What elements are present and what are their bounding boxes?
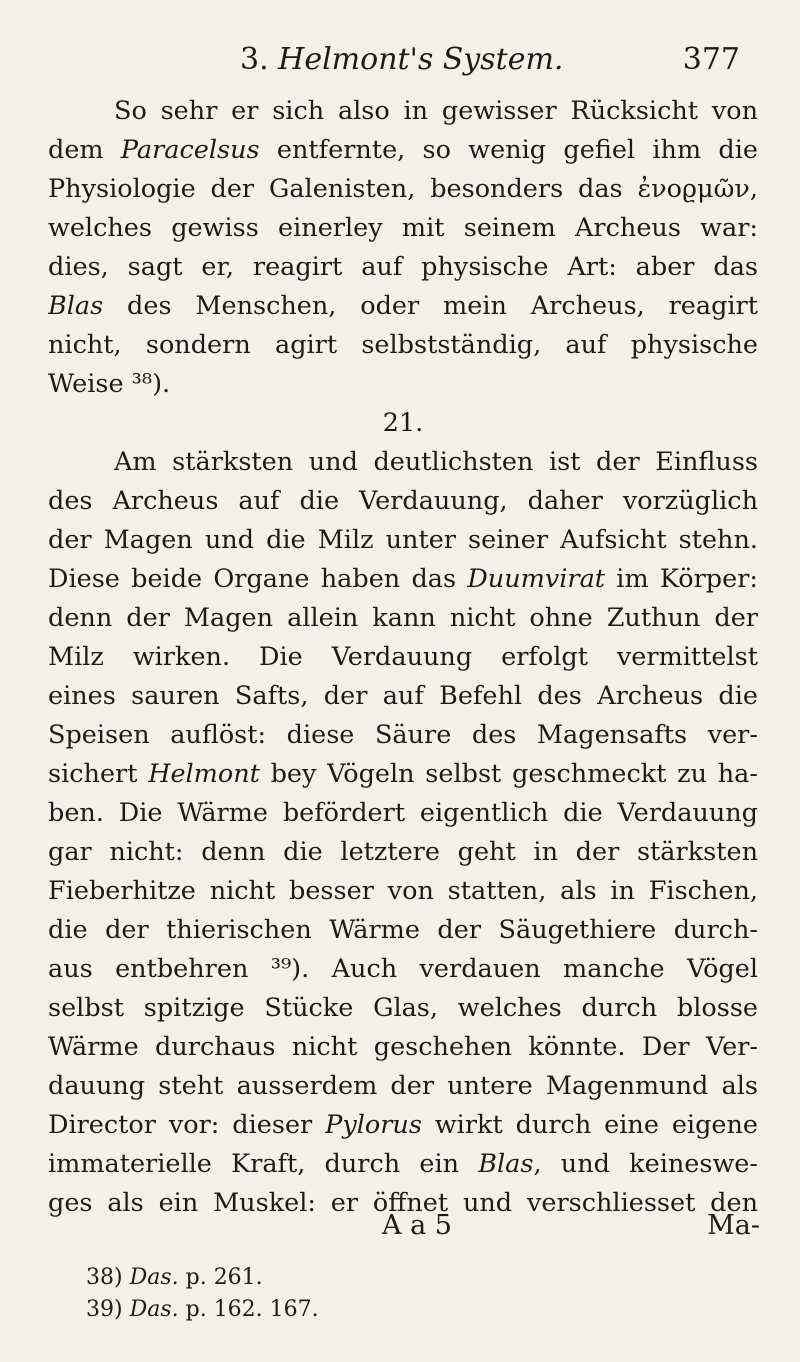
footnote [86, 1294, 319, 1326]
text-line [48, 92, 758, 131]
section-heading [48, 404, 758, 443]
text-segment: welches gewiss einerley mit seinem Archeus war: [48, 213, 758, 243]
text-line [48, 716, 758, 755]
text-line [48, 677, 758, 716]
italic-term: Helmont [148, 759, 260, 789]
text-line [48, 560, 758, 599]
text-line [48, 1145, 758, 1184]
text-line [48, 482, 758, 521]
text-line [48, 911, 758, 950]
text-segment: Weise ³⁸). [48, 369, 171, 399]
italic-term: Duumvirat [467, 564, 606, 594]
text-segment: So sehr er sich also in gewisser Rücksicht von [114, 96, 758, 126]
text-line [48, 170, 758, 209]
text-segment: des Menschen, oder mein Archeus, reagirt [103, 291, 758, 321]
text-segment: im Körper: [605, 564, 758, 594]
running-title [240, 42, 563, 77]
text-line [48, 1067, 758, 1106]
text-segment: entfernte, so wenig gefiel ihm die [259, 135, 758, 165]
footnote-number: 38) [86, 1265, 123, 1290]
text-segment: wirkt durch eine eigene [421, 1110, 758, 1140]
text-segment: selbst spitzige Stücke Glas, welches durch blosse [48, 993, 758, 1023]
text-segment: 21. [382, 408, 424, 438]
footnote-text: p. 162. 167. [178, 1297, 319, 1322]
section-number: 3. [240, 42, 269, 77]
footnote-ref: Das. [129, 1297, 179, 1322]
text-line [48, 794, 758, 833]
text-segment: ben. Die Wärme befördert eigentlich die Verdauung [48, 798, 758, 828]
text-line [48, 1106, 758, 1145]
text-segment: sichert [48, 759, 149, 789]
text-line [48, 365, 758, 404]
text-line [48, 521, 758, 560]
text-segment: gar nicht: denn die letztere geht in der stärksten [48, 837, 758, 867]
page-number: 377 [682, 42, 740, 77]
text-segment: Speisen auflöst: diese Säure des Magensafts ver- [48, 720, 758, 750]
text-line [48, 248, 758, 287]
signature-line [0, 1210, 800, 1250]
text-segment: aus entbehren ³⁹). Auch verdauen manche Vögel [48, 954, 758, 984]
italic-term: Blas [48, 291, 104, 321]
italic-term: Blas [478, 1149, 534, 1179]
text-line [48, 131, 758, 170]
text-segment: immaterielle Kraft, durch ein [48, 1149, 479, 1179]
text-line [48, 989, 758, 1028]
signature-mark: A a 5 [382, 1210, 452, 1241]
running-header [0, 38, 800, 88]
footnote-text: p. 261. [178, 1265, 263, 1290]
text-segment: ges als ein Muskel: er öffnet und verschliesset den [48, 1188, 758, 1218]
text-line [48, 1028, 758, 1067]
text-segment: Diese beide Organe haben das [48, 564, 468, 594]
text-segment: Wärme durchaus nicht geschehen könnte. Der Ver- [48, 1032, 758, 1062]
text-segment: denn der Magen allein kann nicht ohne Zuthun der [48, 603, 758, 633]
text-segment: Milz wirken. Die Verdauung erfolgt vermittelst [48, 642, 758, 672]
text-segment: dauung steht ausserdem der untere Magenmund als [48, 1071, 758, 1101]
text-segment: Am stärksten und deutlichsten ist der Einfluss [114, 447, 758, 477]
text-line [48, 209, 758, 248]
footnote-number: 39) [86, 1297, 123, 1322]
text-segment: dies, sagt er, reagirt auf physische Art: aber das [48, 252, 758, 282]
text-segment: der Magen und die Milz unter seiner Aufsicht stehn. [48, 525, 758, 555]
text-line [48, 287, 758, 326]
text-line [48, 950, 758, 989]
text-line [48, 443, 758, 482]
text-segment: nicht, sondern agirt selbstständig, auf physische [48, 330, 758, 360]
catchword: Ma- [707, 1210, 760, 1241]
body-text [48, 92, 758, 1223]
text-line [48, 872, 758, 911]
text-segment: dem [48, 135, 121, 165]
text-line [48, 599, 758, 638]
italic-term: Pylorus [325, 1110, 422, 1140]
footnote-ref: Das. [129, 1265, 179, 1290]
italic-term: Paracelsus [120, 135, 260, 165]
text-segment: Physiologie der Galenisten, besonders das ἐνοϱμῶν, [48, 174, 758, 204]
footnote [86, 1262, 263, 1294]
text-line [48, 833, 758, 872]
text-segment: bey Vögeln selbst geschmeckt zu ha- [259, 759, 758, 789]
text-segment: Fieberhitze nicht besser von statten, als in Fischen, [48, 876, 758, 906]
text-segment: des Archeus auf die Verdauung, daher vorzüglich [48, 486, 758, 516]
text-segment: Director vor: dieser [48, 1110, 326, 1140]
text-line [48, 326, 758, 365]
text-segment: eines sauren Safts, der auf Befehl des Archeus die [48, 681, 758, 711]
section-title: Helmont's System. [278, 42, 564, 77]
text-line [48, 638, 758, 677]
text-segment: die der thierischen Wärme der Säugethiere durch- [48, 915, 758, 945]
text-line [48, 755, 758, 794]
text-segment: , und keineswe- [533, 1149, 758, 1179]
